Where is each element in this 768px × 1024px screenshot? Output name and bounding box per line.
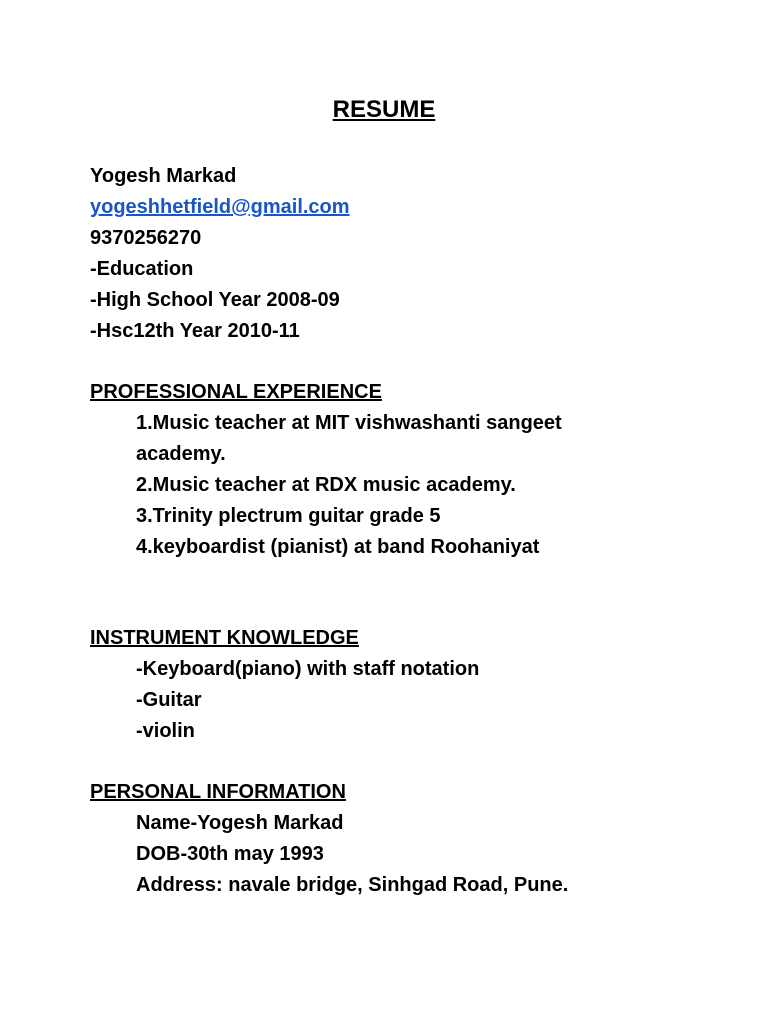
page-title: RESUME	[332, 96, 436, 123]
personal-item: DOB-30th may 1993	[136, 843, 324, 865]
personal-item: Name-Yogesh Markad	[136, 812, 344, 834]
personal-item: Address: navale bridge, Sinhgad Road, Pune.	[136, 874, 569, 896]
instruments-heading: INSTRUMENT KNOWLEDGE	[90, 627, 359, 649]
experience-line: 3.Trinity plectrum guitar grade 5	[136, 505, 441, 527]
experience-heading: PROFESSIONAL EXPERIENCE	[90, 381, 382, 403]
education-label: -Education	[90, 258, 194, 280]
instrument-item: -violin	[136, 720, 195, 742]
education-item: -High School Year 2008-09	[90, 289, 340, 311]
instrument-item: -Keyboard(piano) with staff notation	[136, 658, 480, 680]
experience-line: academy.	[136, 443, 226, 465]
experience-line: 1.Music teacher at MIT vishwashanti sangeet	[136, 412, 562, 434]
personal-heading: PERSONAL INFORMATION	[90, 781, 346, 803]
education-item: -Hsc12th Year 2010-11	[90, 320, 300, 342]
contact-email-link[interactable]: yogeshhetfield@gmail.com	[90, 196, 350, 218]
experience-line: 2.Music teacher at RDX music academy.	[136, 474, 516, 496]
experience-line: 4.keyboardist (pianist) at band Roohaniyat	[136, 536, 540, 558]
contact-email-line	[90, 193, 350, 221]
contact-name: Yogesh Markad	[90, 165, 237, 187]
instrument-item: -Guitar	[136, 689, 202, 711]
contact-phone: 9370256270	[90, 227, 202, 249]
